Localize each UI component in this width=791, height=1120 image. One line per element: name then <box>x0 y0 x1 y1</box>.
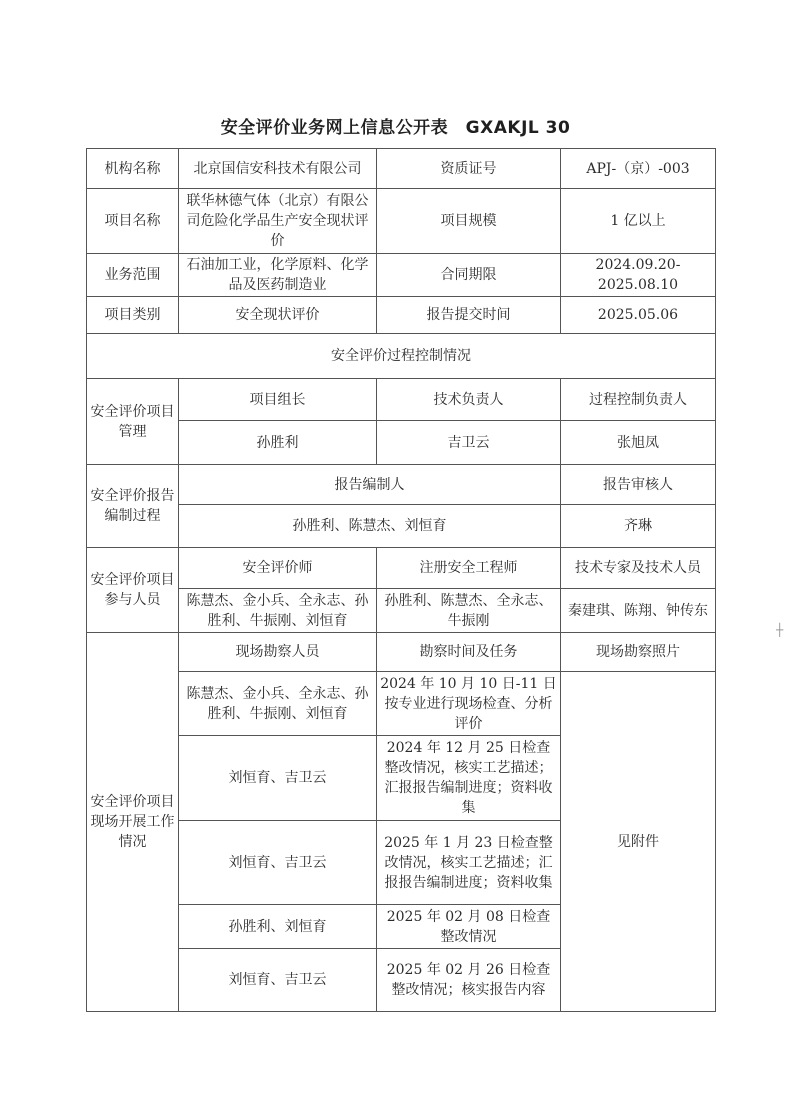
compile-h2: 报告审核人 <box>561 465 716 505</box>
submit-label: 报告提交时间 <box>377 297 561 334</box>
management-v3: 张旭凤 <box>561 421 716 465</box>
management-v2: 吉卫云 <box>377 421 561 465</box>
compile-v2: 齐琳 <box>561 505 716 548</box>
compile-value-row <box>87 505 716 548</box>
project-value: 联华林德气体（北京）有限公司危险化学品生产安全现状评价 <box>179 189 377 254</box>
participants-h3: 技术专家及技术人员 <box>561 548 716 589</box>
site-task: 2025 年 02 月 26 日检查整改情况；核实报告内容 <box>377 949 561 1012</box>
site-people: 刘恒育、吉卫云 <box>179 821 377 905</box>
scope-row <box>87 254 716 297</box>
margin-mark: ┼ <box>776 623 784 637</box>
site-people: 刘恒育、吉卫云 <box>179 949 377 1012</box>
site-label: 安全评价项目现场开展工作情况 <box>87 633 179 1012</box>
control-header-row <box>87 334 716 379</box>
info-table <box>86 148 716 1012</box>
site-people: 孙胜利、刘恒育 <box>179 905 377 949</box>
site-task: 2024 年 10 月 10 日-11 日按专业进行现场检查、分析评价 <box>377 672 561 736</box>
category-value: 安全现状评价 <box>179 297 377 334</box>
participants-h1: 安全评价师 <box>179 548 377 589</box>
org-value: 北京国信安科技术有限公司 <box>179 149 377 189</box>
site-task: 2024 年 12 月 25 日检查整改情况，核实工艺描述；汇报报告编制进度；资料收集 <box>377 736 561 821</box>
contract-label: 合同期限 <box>377 254 561 297</box>
participants-v2: 孙胜利、陈慧杰、全永志、牛振刚 <box>377 589 561 633</box>
project-label: 项目名称 <box>87 189 179 254</box>
management-label: 安全评价项目管理 <box>87 379 179 465</box>
management-value-row <box>87 421 716 465</box>
compile-header-row <box>87 465 716 505</box>
cert-label: 资质证号 <box>377 149 561 189</box>
scope-label: 业务范围 <box>87 254 179 297</box>
scope-value: 石油加工业，化学原料、化学品及医药制造业 <box>179 254 377 297</box>
scale-value: 1 亿以上 <box>561 189 716 254</box>
project-row <box>87 189 716 254</box>
scale-label: 项目规模 <box>377 189 561 254</box>
page-title: 安全评价业务网上信息公开表 GXAKJL 30 <box>220 118 571 138</box>
management-v1: 孙胜利 <box>179 421 377 465</box>
contract-value: 2024.09.20-2025.08.10 <box>561 254 716 297</box>
management-h2: 技术负责人 <box>377 379 561 421</box>
category-label: 项目类别 <box>87 297 179 334</box>
category-row <box>87 297 716 334</box>
org-row <box>87 149 716 189</box>
site-header-row <box>87 633 716 672</box>
control-header: 安全评价过程控制情况 <box>87 334 716 379</box>
management-h1: 项目组长 <box>179 379 377 421</box>
cert-value: APJ-（京）-003 <box>561 149 716 189</box>
site-people: 刘恒育、吉卫云 <box>179 736 377 821</box>
site-h3: 现场勘察照片 <box>561 633 716 672</box>
participants-h2: 注册安全工程师 <box>377 548 561 589</box>
submit-value: 2025.05.06 <box>561 297 716 334</box>
org-label: 机构名称 <box>87 149 179 189</box>
site-h1: 现场勘察人员 <box>179 633 377 672</box>
management-header-row <box>87 379 716 421</box>
participants-header-row <box>87 548 716 589</box>
site-row <box>87 672 716 736</box>
compile-label: 安全评价报告编制过程 <box>87 465 179 548</box>
site-h2: 勘察时间及任务 <box>377 633 561 672</box>
participants-label: 安全评价项目参与人员 <box>87 548 179 633</box>
participants-value-row <box>87 589 716 633</box>
participants-v3: 秦建琪、陈翔、钟传东 <box>561 589 716 633</box>
compile-v1: 孙胜利、陈慧杰、刘恒育 <box>179 505 561 548</box>
participants-v1: 陈慧杰、金小兵、全永志、孙胜利、牛振刚、刘恒育 <box>179 589 377 633</box>
management-h3: 过程控制负责人 <box>561 379 716 421</box>
site-task: 2025 年 1 月 23 日检查整改情况，核实工艺描述；汇报报告编制进度；资料收集 <box>377 821 561 905</box>
site-photo: 见附件 <box>561 672 716 1012</box>
site-people: 陈慧杰、金小兵、全永志、孙胜利、牛振刚、刘恒育 <box>179 672 377 736</box>
compile-h1: 报告编制人 <box>179 465 561 505</box>
site-task: 2025 年 02 月 08 日检查整改情况 <box>377 905 561 949</box>
